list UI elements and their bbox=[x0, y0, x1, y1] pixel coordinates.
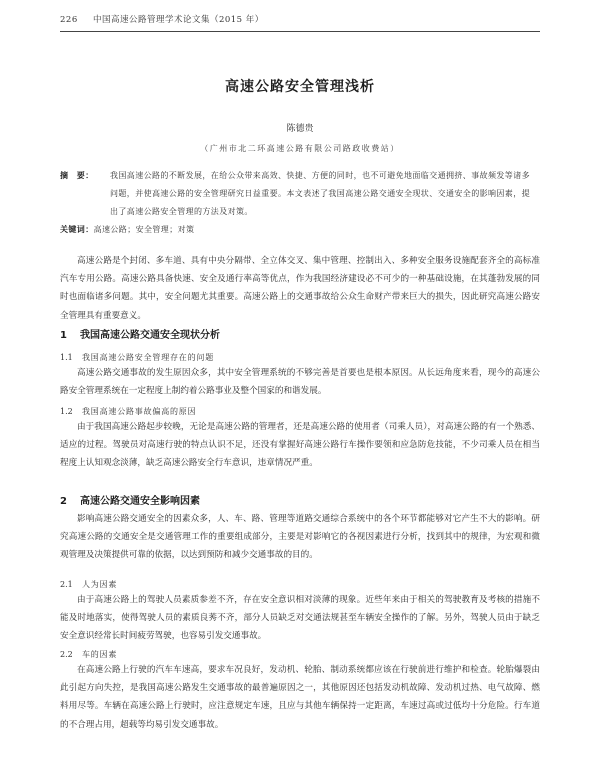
keywords-label: 关键词： bbox=[60, 225, 94, 234]
section-title: 高速公路交通安全影响因素 bbox=[80, 496, 200, 507]
paragraph-2-intro: 影响高速公路交通安全的因素众多，人、车、路、管理等道路交通综合系统中的各个环节都能够对它产生不大的影响。研究高速公路的交通安全是交通管理工作的重要组成部分，主要是对影响它的各视因素进行分析，找到其中的规律，为宏观和微观管理及决策提供可靠的依据，以达到预防和减少交通事故的目的。 bbox=[60, 514, 540, 561]
section-title: 我国高速公路交通安全现状分析 bbox=[80, 330, 220, 341]
section-number: 2 bbox=[60, 496, 67, 507]
subsection-2-1-heading bbox=[60, 579, 540, 590]
subsection-title: 我国高速公路安全管理存在的问题 bbox=[82, 353, 214, 362]
subsection-number: 1.2 bbox=[60, 407, 73, 416]
subsection-number: 2.2 bbox=[60, 650, 73, 659]
page-number: 226 bbox=[60, 15, 78, 25]
section-number: 1 bbox=[60, 330, 67, 341]
subsection-title: 我国高速公路事故偏高的原因 bbox=[82, 407, 197, 416]
keywords bbox=[60, 221, 538, 239]
subsection-1-1-heading bbox=[60, 352, 540, 363]
subsection-number: 1.1 bbox=[60, 353, 73, 362]
paragraph-1-2: 由于我国高速公路起步较晚，无论是高速公路的管理者，还是高速公路的使用者（司乘人员），对高速公路的有一个熟悉、适应的过程。驾驶员对高速行驶的特点认识不足，还没有掌握好高速公路行车操作要领和应急防危技能，不少司乘人员在相当程度上认知观念淡薄，缺乏高速公路安全行车意识，违章情况严重。 bbox=[60, 422, 540, 469]
subsection-title: 人为因素 bbox=[82, 580, 118, 589]
keywords-text: 高速公路；安全管理；对策 bbox=[93, 225, 195, 234]
abstract-label: 摘 要： bbox=[60, 171, 94, 180]
abstract-text: 我国高速公路的不断发展，在给公众带来高效、快捷、方便的同时，也不可避免地面临交通拥挤、事故频发等诸多问题，并使高速公路的安全管理研究日益重要。本文表述了我国高速公路交通安全现状、交通安全的影响因素，提出了高速公路安全管理的方法及对策。 bbox=[110, 171, 530, 216]
subsection-title: 车的因素 bbox=[82, 650, 118, 659]
paragraph-2-2: 在高速公路上行驶的汽车车速高，要求车况良好，发动机、轮胎、制动系统都应该在行驶前进行维护和检查。轮胎爆裂由此引起方向失控，是我国高速公路发生交通事故的最普遍原因之一，其他原因还包括发动机故障、发动机过热、电气故障、燃料用尽等。车辆在高速公路上行驶时，应注意规定车速，且应与其他车辆保持一定距离，车速过高或过低均十分危险。行车道的不合理占用，超载等均易引发交通事故。 bbox=[60, 665, 540, 730]
article-title: 高速公路安全管理浅析 bbox=[225, 79, 375, 95]
subsection-2-2-heading bbox=[60, 649, 540, 660]
subsection-1-2-heading bbox=[60, 406, 540, 417]
paragraph-2-1: 由于高速公路上的驾驶人员素质参差不齐，存在安全意识相对淡薄的现象。近些年来由于相关的驾驶教育及考核的措施不能及时地落实，使得驾驶人员的素质良莠不齐，部分人员缺乏对交通法规甚至车辆安全操作的了解。另外，驾驶人员由于缺乏安全意识经常长时间疲劳驾驶，也容易引发交通事故。 bbox=[60, 595, 540, 642]
section-2-heading bbox=[60, 492, 540, 507]
subsection-number: 2.1 bbox=[60, 580, 73, 589]
running-header bbox=[60, 13, 540, 25]
article-author: 陈德贵 bbox=[286, 124, 314, 134]
intro-paragraph: 高速公路是个封闭、多车道、具有中央分隔带、全立体交叉、集中管理、控制出入、多种安全服务设施配套齐全的高标准汽车专用公路。高速公路具备快速、安全及通行率高等优点，作为我国经济建设必不可少的一种基础设施，在其蓬勃发展的同时也面临诸多问题。其中，安全问题尤其重要。高速公路上的交通事故给公众生命财产带来巨大的损失，因此研究高速公路安全管理具有重要意义。 bbox=[60, 256, 540, 321]
section-1-heading bbox=[60, 326, 540, 341]
header-rule bbox=[60, 31, 540, 32]
author-affiliation: （广州市北二环高速公路有限公司路政收费站） bbox=[200, 144, 400, 153]
paragraph-1-1: 高速公路交通事故的发生原因众多，其中安全管理系统的不够完善是首要也是根本原因。从长远角度来看，现今的高速公路安全管理系统在一定程度上制约着公路事业及整个国家的和谐发展。 bbox=[60, 368, 540, 397]
abstract bbox=[60, 167, 538, 221]
running-title: 中国高速公路管理学术论文集（2015 年） bbox=[92, 15, 264, 25]
